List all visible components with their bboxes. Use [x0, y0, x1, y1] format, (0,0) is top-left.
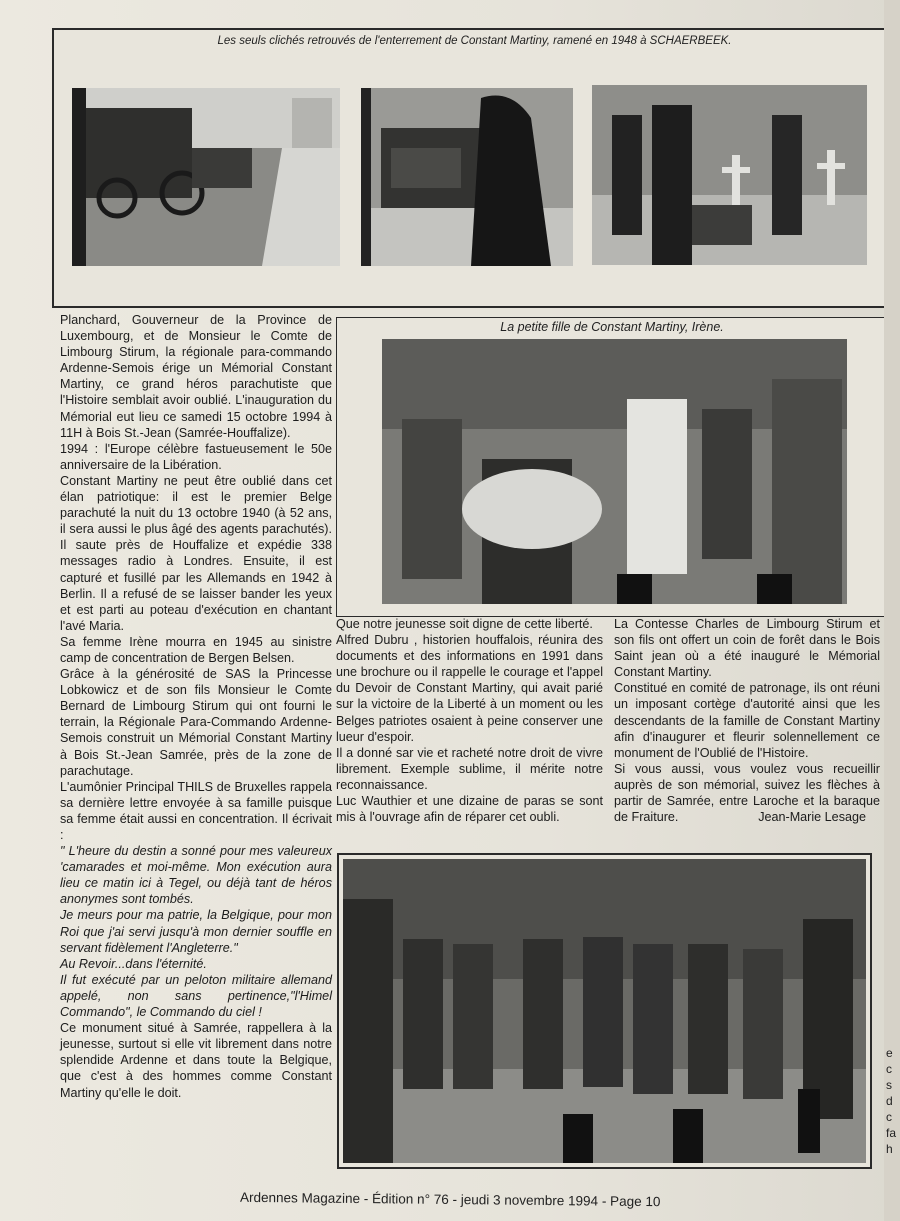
adjacent-page-edge — [884, 0, 900, 1221]
letter-quote: Il fut exécuté par un peloton militaire allemand appelé, non sans pertinence,"l'Himel Commando", le Commando du ciel ! — [60, 972, 332, 1020]
fragment-letter: h — [886, 1142, 893, 1156]
funeral-photo-box — [52, 28, 897, 308]
paragraph: Planchard, Gouverneur de la Province de Luxembourg, et de Monsieur le Comte de Limbourg Stirum, la régionale para-commando Ardenne-Semois érige un Mémorial Constant Martiny, ce grand héros parachutiste que l'Histoire semblait avoir oublié. L'inauguration du Mémorial eut lieu ce samedi 15 octobre 1994 à 11H à Bois St.-Jean (Samrée-Houffalize). — [60, 313, 332, 440]
author-signature: Jean-Marie Lesage — [758, 810, 866, 825]
funeral-photo-coffin — [361, 88, 573, 266]
granddaughter-photo-box — [336, 317, 888, 617]
paragraph: Constant Martiny ne peut être oublié dans cet élan patriotique: il est le premier Belge parachuté la nuit du 13 octobre 1940 (à 52 ans, il sera aussi le plus âgé des agents parachutés). Il saute près de Houffalize et expédie 338 messages radio à Londres. Ensuite, il est capturé et fusillé par les Allemands en 1942 à Berlin. Il a refusé de se laisser bander les yeux et est parti au poteau d'exécution en chantant l'avé Maria. — [60, 473, 332, 633]
paragraph: L'aumônier Principal THILS de Bruxelles rappela sa dernière lettre envoyée à sa famille puisque sa femme était aussi en concentration. Il écrivait : — [60, 779, 332, 842]
ceremony-photo — [343, 859, 866, 1163]
letter-quote: Je meurs pour ma patrie, la Belgique, pour mon Roi que j'ai servi jusqu'à mon dernier souffle en servant fidèlement l'Angleterre." — [60, 908, 332, 955]
paragraph: Grâce à la générosité de SAS la Princesse Lobkowicz et de son fils Monsieur le Comte Bernard de Limbourg Stirum qui ont fourni le terrain, la Régionale Para-Commando Ardenne-Semois construit un Mémorial Constant Martiny à Bois St.-Jean Samrée, près de la zone de parachutage. — [60, 667, 332, 778]
left-column-text — [60, 312, 332, 1101]
fragment-letter: d — [886, 1094, 893, 1108]
granddaughter-photo — [382, 339, 847, 604]
paragraph: Ce monument situé à Samrée, rappellera à la jeunesse, surtout si elle vit librement dans notre splendide Ardenne et dans toute la Belgique, que c'est à des hommes comme Constant Martiny qu'elle le doit. — [60, 1021, 332, 1100]
paragraph: Que notre jeunesse soit digne de cette liberté. — [336, 617, 593, 631]
fragment-letter: c — [886, 1110, 892, 1124]
fragment-letter: fa — [886, 1126, 897, 1140]
fragment-letter: c — [886, 1062, 892, 1076]
right-column-text — [614, 616, 880, 825]
paragraph: Il a donné sar vie et racheté notre droit de vivre librement. Exemple sublime, il mérite notre reconnaissance. — [336, 745, 603, 792]
paragraph: Alfred Dubru , historien houffalois, réunira des documents et des informations en 1991 dans une brochure ou il rappelle le courage et l'appel du Devoir de Constant Martiny, qui avait parié sur la victoire de la Liberté à un moment ou les Belges patriotes osaient à peine conserver une lueur d'espoir. — [336, 633, 603, 744]
letter-quote: " L'heure du destin a sonné pour mes valeureux 'camarades et moi-même. Mon exécution aura lieu ce matin ici à Tegel, ou déjà tant de héros anonymes sont tombés. — [60, 844, 332, 907]
paragraph: La Contesse Charles de Limbourg Stirum et son fils ont offert un coin de forêt dans le Bois Saint jean où a été inauguré le Mémorial Constant Martiny. — [614, 617, 880, 680]
paragraph: Sa femme Irène mourra en 1945 au sinistre camp de concentration de Bergen Belsen. — [60, 634, 332, 665]
funeral-photo-hearse — [72, 88, 340, 266]
fragment-letter: e — [886, 1046, 893, 1060]
granddaughter-caption: La petite fille de Constant Martiny, Irène. — [500, 320, 724, 334]
ceremony-photo-box — [337, 853, 872, 1169]
fragment-letter: s — [886, 1078, 892, 1092]
paragraph: 1994 : l'Europe célèbre fastueusement le 50e anniversaire de la Libération. — [60, 441, 332, 472]
paragraph: Si vous aussi, vous voulez vous recueillir auprès de son mémorial, suivez les flèches à partir de Samrée, entre Laroche et la baraque de Fraiture. — [614, 761, 880, 825]
adjacent-page-fragment — [886, 1045, 900, 1157]
letter-quote: Au Revoir...dans l'éternité. — [60, 956, 207, 971]
funeral-caption: Les seuls clichés retrouvés de l'enterrement de Constant Martiny, ramené en 1948 à SCHAERBEEK. — [217, 35, 732, 47]
paragraph: Constitué en comité de patronage, ils ont réuni un imposant cortège d'autorité ainsi que les descendants de la famille de Constant Martiny afin d'inaugurer et fleurir solennellement ce monument de l'Oublié de l'Histoire. — [614, 681, 880, 760]
paragraph: Luc Wauthier et une dizaine de paras se sont mis à l'ouvrage afin de réparer cet oubli. — [336, 794, 603, 825]
funeral-photo-burial — [592, 85, 867, 265]
page-footer: Ardennes Magazine - Édition n° 76 - jeudi 3 novembre 1994 - Page 10 — [239, 1189, 661, 1210]
center-column-text — [336, 616, 603, 825]
